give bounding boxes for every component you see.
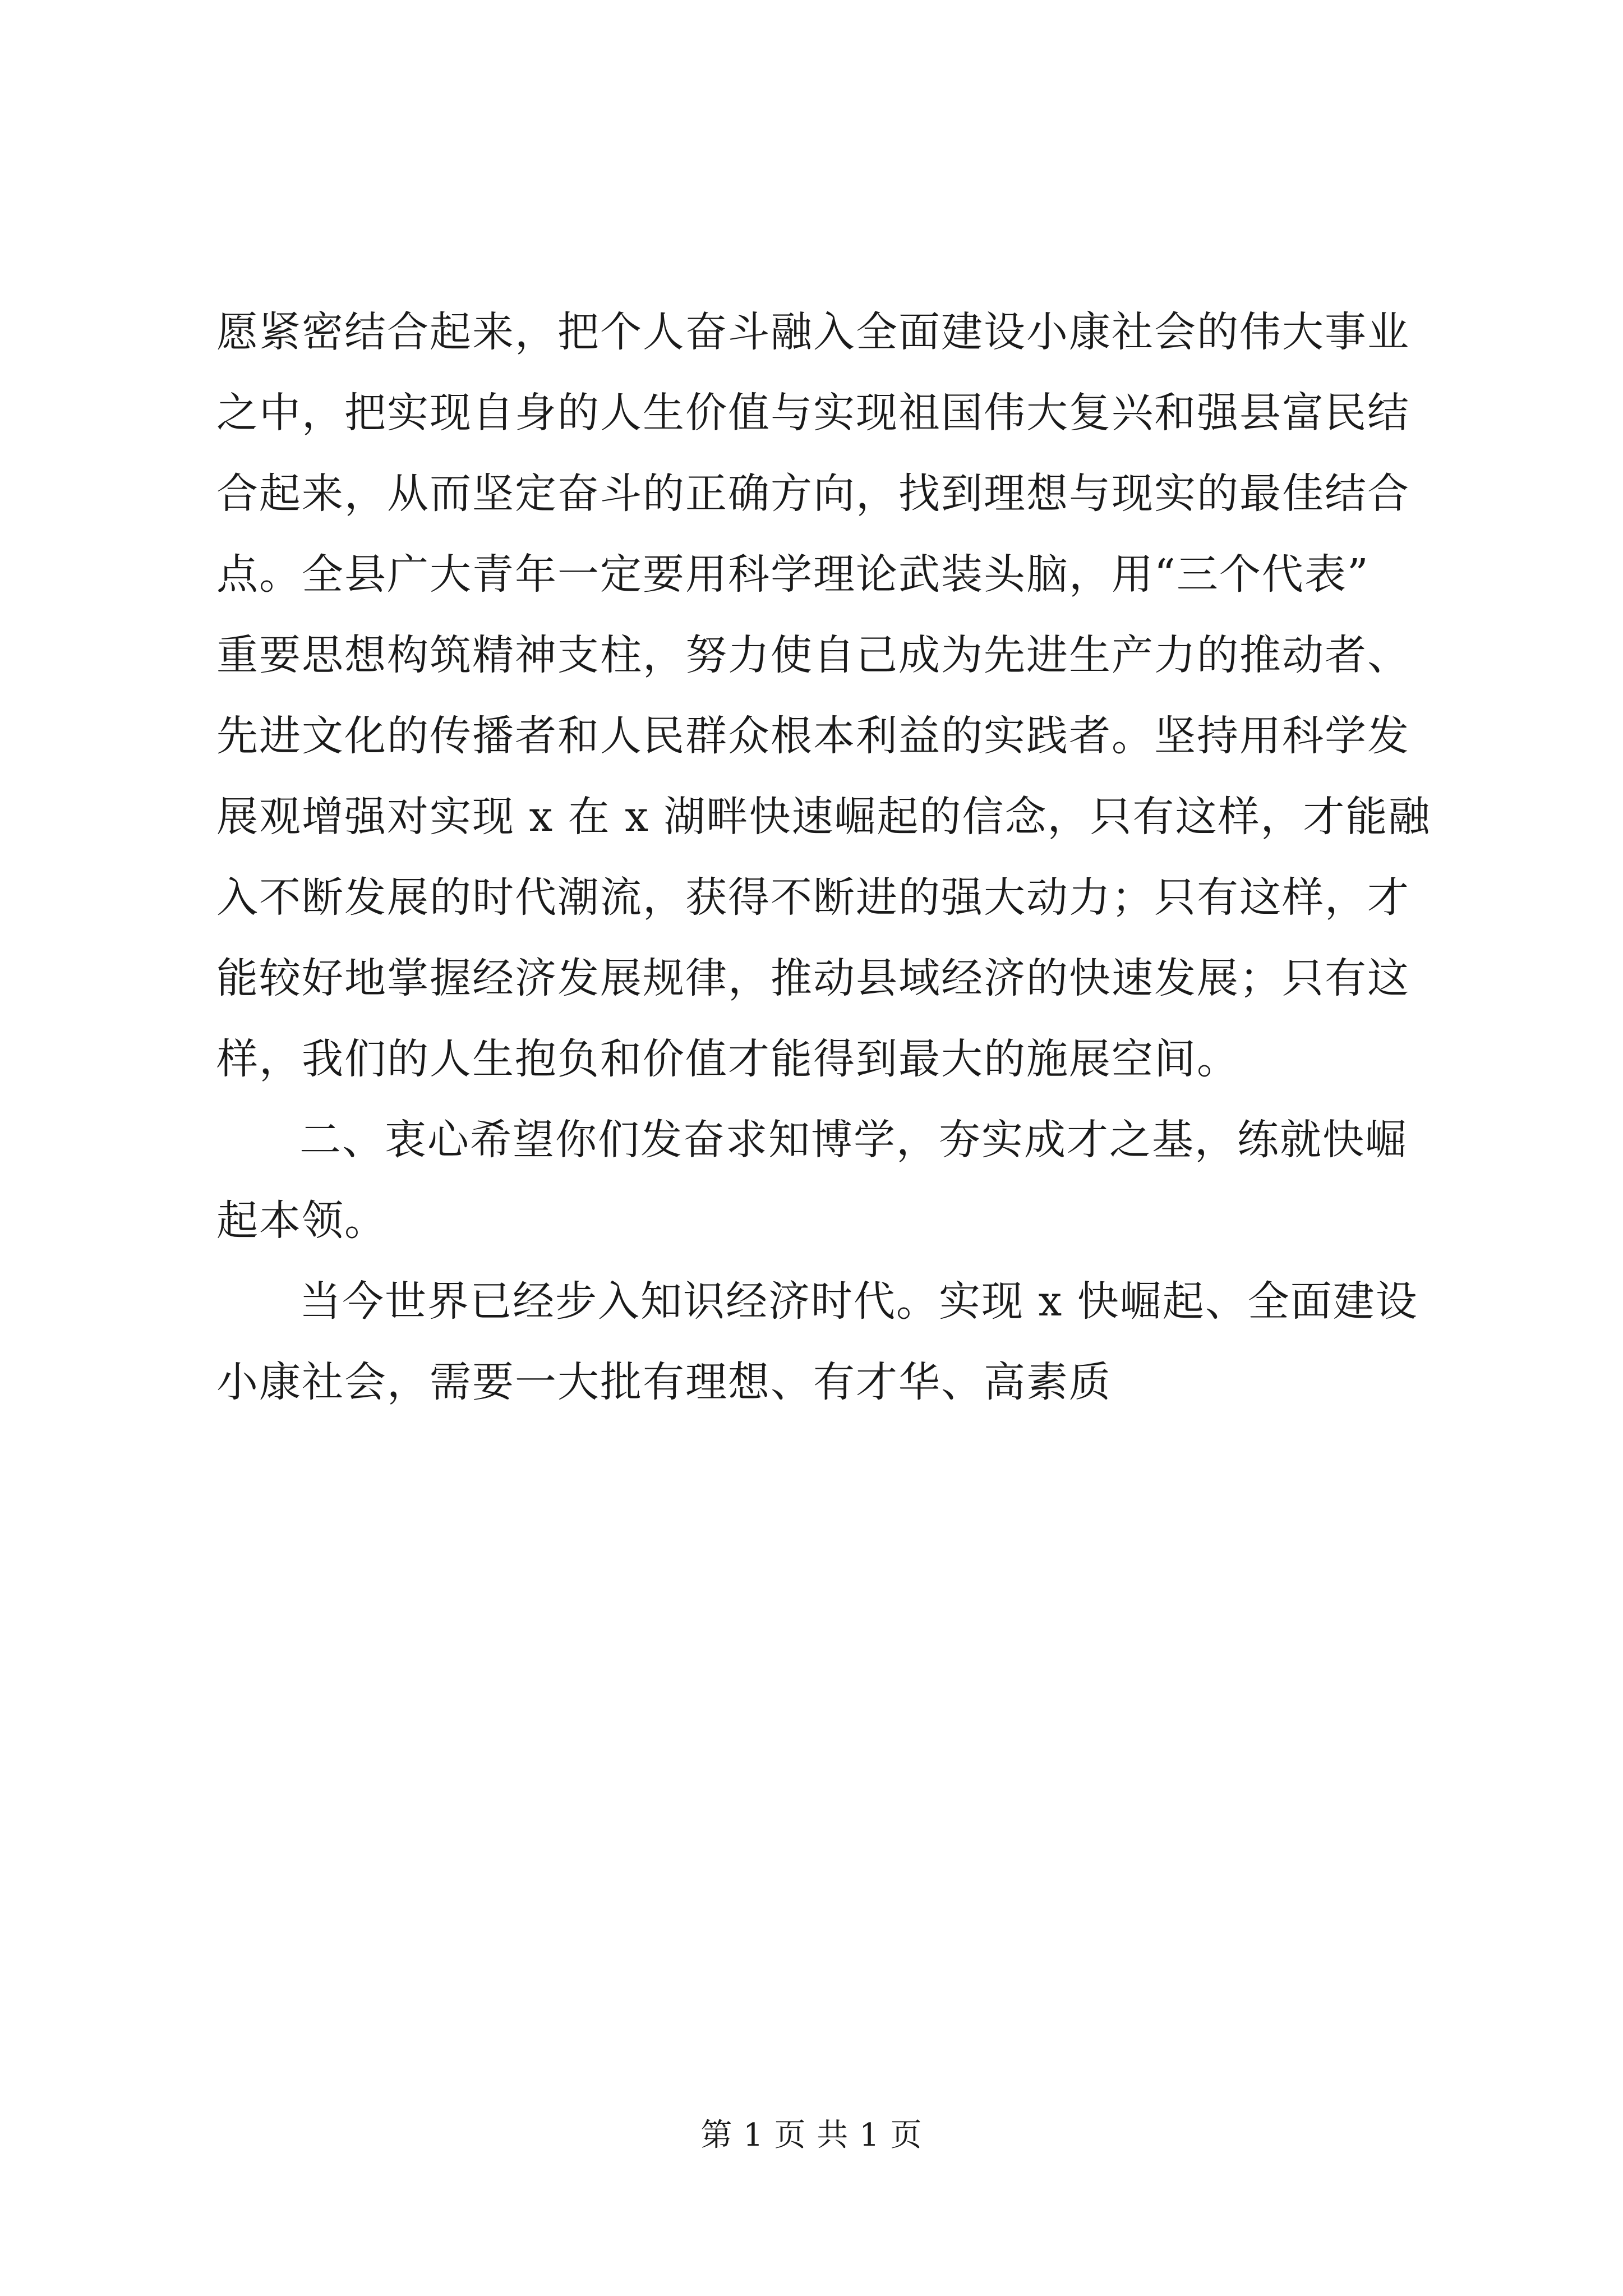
text-line: 小康社会，需要一大批有理想、有才华、高素质 bbox=[216, 1358, 1112, 1406]
text-line: 入不断发展的时代潮流，获得不断进的强大动力；只有这样，才 bbox=[216, 873, 1410, 922]
text-line: 样，我们的人生抱负和价值才能得到最大的施展空间。 bbox=[216, 1035, 1239, 1083]
text-line: 起本领。 bbox=[216, 1197, 387, 1245]
text-line: 合起来，从而坚定奋斗的正确方向，找到理想与现实的最佳结合 bbox=[216, 470, 1410, 518]
text-line: 展观增强对实现 x 在 x 湖畔快速崛起的信念，只有这样，才能融 bbox=[216, 793, 1431, 841]
document-body bbox=[216, 292, 1431, 1423]
text-line: 重要思想构筑精神支柱，努力使自己成为先进生产力的推动者、 bbox=[216, 631, 1410, 679]
text-line: 点。全县广大青年一定要用科学理论武装头脑，用“三个代表” bbox=[216, 550, 1370, 599]
paragraph-3 bbox=[216, 1261, 1417, 1423]
text-line: 能较好地掌握经济发展规律，推动县域经济的快速发展；只有这 bbox=[216, 954, 1410, 1002]
paragraph-1 bbox=[216, 292, 1431, 1099]
text-line: 先进文化的传播者和人民群众根本利益的实践者。坚持用科学发 bbox=[216, 712, 1410, 760]
text-line: 愿紧密结合起来，把个人奋斗融入全面建设小康社会的伟大事业 bbox=[216, 308, 1410, 356]
text-line: 当今世界已经步入知识经济时代。实现 x 快崛起、全面建设 bbox=[299, 1277, 1418, 1326]
paragraph-2-heading bbox=[216, 1099, 1417, 1261]
text-line: 二、衷心希望你们发奋求知博学，夯实成才之基，练就快崛 bbox=[299, 1116, 1408, 1164]
page-footer: 第 1 页 共 1 页 bbox=[700, 2117, 923, 2154]
text-line: 之中，把实现自身的人生价值与实现祖国伟大复兴和强县富民结 bbox=[216, 389, 1410, 437]
